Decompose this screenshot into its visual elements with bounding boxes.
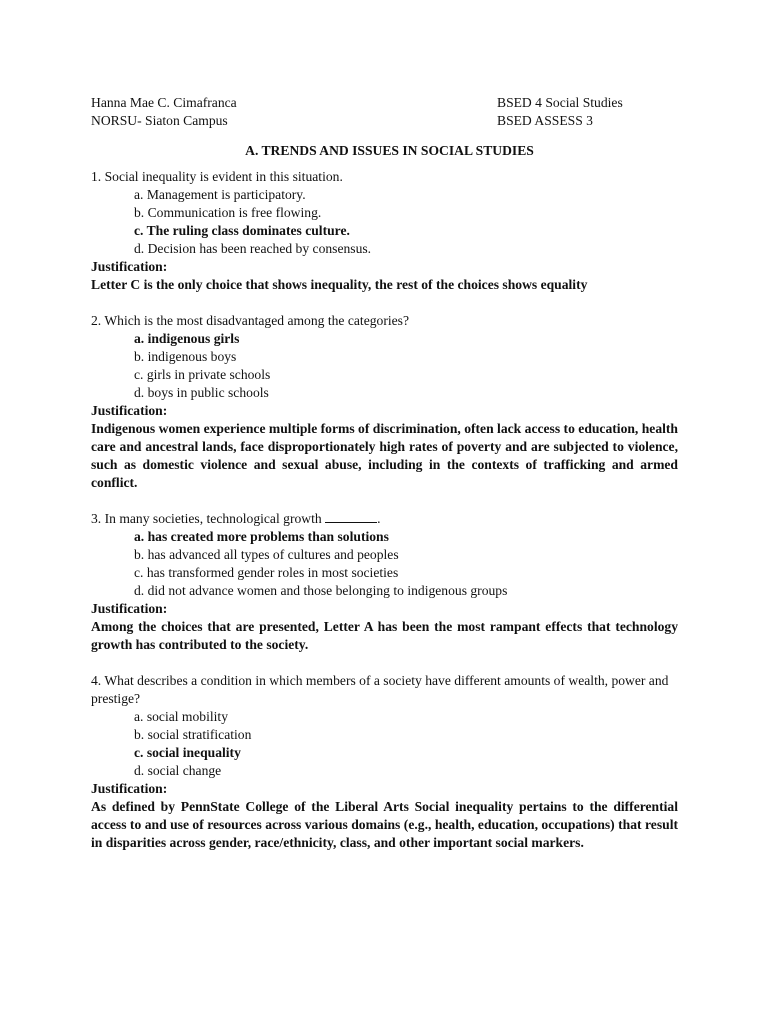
justification-text: Among the choices that are presented, Letter A has been the most rampant effects that technology growth has contributed to the society.: [91, 619, 678, 652]
assessment-name: BSED ASSESS 3: [497, 113, 593, 128]
justification-label: Justification:: [91, 259, 168, 274]
question-text: 2. Which is the most disadvantaged among the categories?: [91, 313, 409, 328]
course-name: BSED 4 Social Studies: [497, 95, 623, 110]
option-b: b. social stratification: [134, 727, 252, 742]
question-text-end: .: [377, 511, 381, 526]
option-a-answer: a. has created more problems than solutions: [134, 529, 389, 544]
campus-name: NORSU- Siaton Campus: [91, 113, 228, 128]
option-b: b. indigenous boys: [134, 349, 237, 364]
header-row-1: [91, 94, 678, 112]
question-block-2: [91, 312, 678, 492]
header-row-2: [91, 112, 678, 130]
student-name: Hanna Mae C. Cimafranca: [91, 95, 237, 110]
option-a-answer: a. indigenous girls: [134, 331, 240, 346]
option-c-answer: c. social inequality: [134, 745, 241, 760]
option-c: c. girls in private schools: [134, 367, 271, 382]
option-b: b. Communication is free flowing.: [134, 205, 322, 220]
option-d: d. Decision has been reached by consensus.: [134, 241, 372, 256]
section-title: A. TRENDS AND ISSUES IN SOCIAL STUDIES: [245, 143, 534, 158]
justification-label: Justification:: [91, 403, 168, 418]
question-text-start: 3. In many societies, technological growth: [91, 511, 326, 526]
question-text: 1. Social inequality is evident in this situation.: [91, 169, 343, 184]
question-block-1: [91, 168, 678, 294]
option-c: c. has transformed gender roles in most societies: [134, 565, 399, 580]
fill-in-blank-line: [325, 510, 377, 523]
option-a: a. Management is participatory.: [134, 187, 306, 202]
option-c-answer: c. The ruling class dominates culture.: [134, 223, 350, 238]
option-d: d. did not advance women and those belonging to indigenous groups: [134, 583, 508, 598]
option-d: d. social change: [134, 763, 222, 778]
question-block-3: [91, 510, 678, 654]
justification-label: Justification:: [91, 781, 168, 796]
option-a: a. social mobility: [134, 709, 229, 724]
justification-text: Indigenous women experience multiple forms of discrimination, often lack access to education, health care and ancestral lands, face disproportionately high rates of poverty and are subjected to violence, such as domestic violence and sexual abuse, including in the contexts of trafficking and armed conflict.: [91, 421, 678, 490]
question-text: [91, 510, 678, 528]
justification-text: As defined by PennState College of the Liberal Arts Social inequality pertains to the differential access to and use of resources across various domains (e.g., health, education, occupations) that result in disparities across gender, race/ethnicity, class, and other important social markers.: [91, 799, 678, 850]
question-block-4: [91, 672, 678, 852]
justification-text: Letter C is the only choice that shows inequality, the rest of the choices shows equality: [91, 277, 588, 292]
question-text: 4. What describes a condition in which members of a society have different amounts of wealth, power and prestige?: [91, 673, 669, 706]
document-content: [91, 94, 678, 852]
option-b: b. has advanced all types of cultures and peoples: [134, 547, 399, 562]
option-d: d. boys in public schools: [134, 385, 269, 400]
justification-label: Justification:: [91, 601, 168, 616]
